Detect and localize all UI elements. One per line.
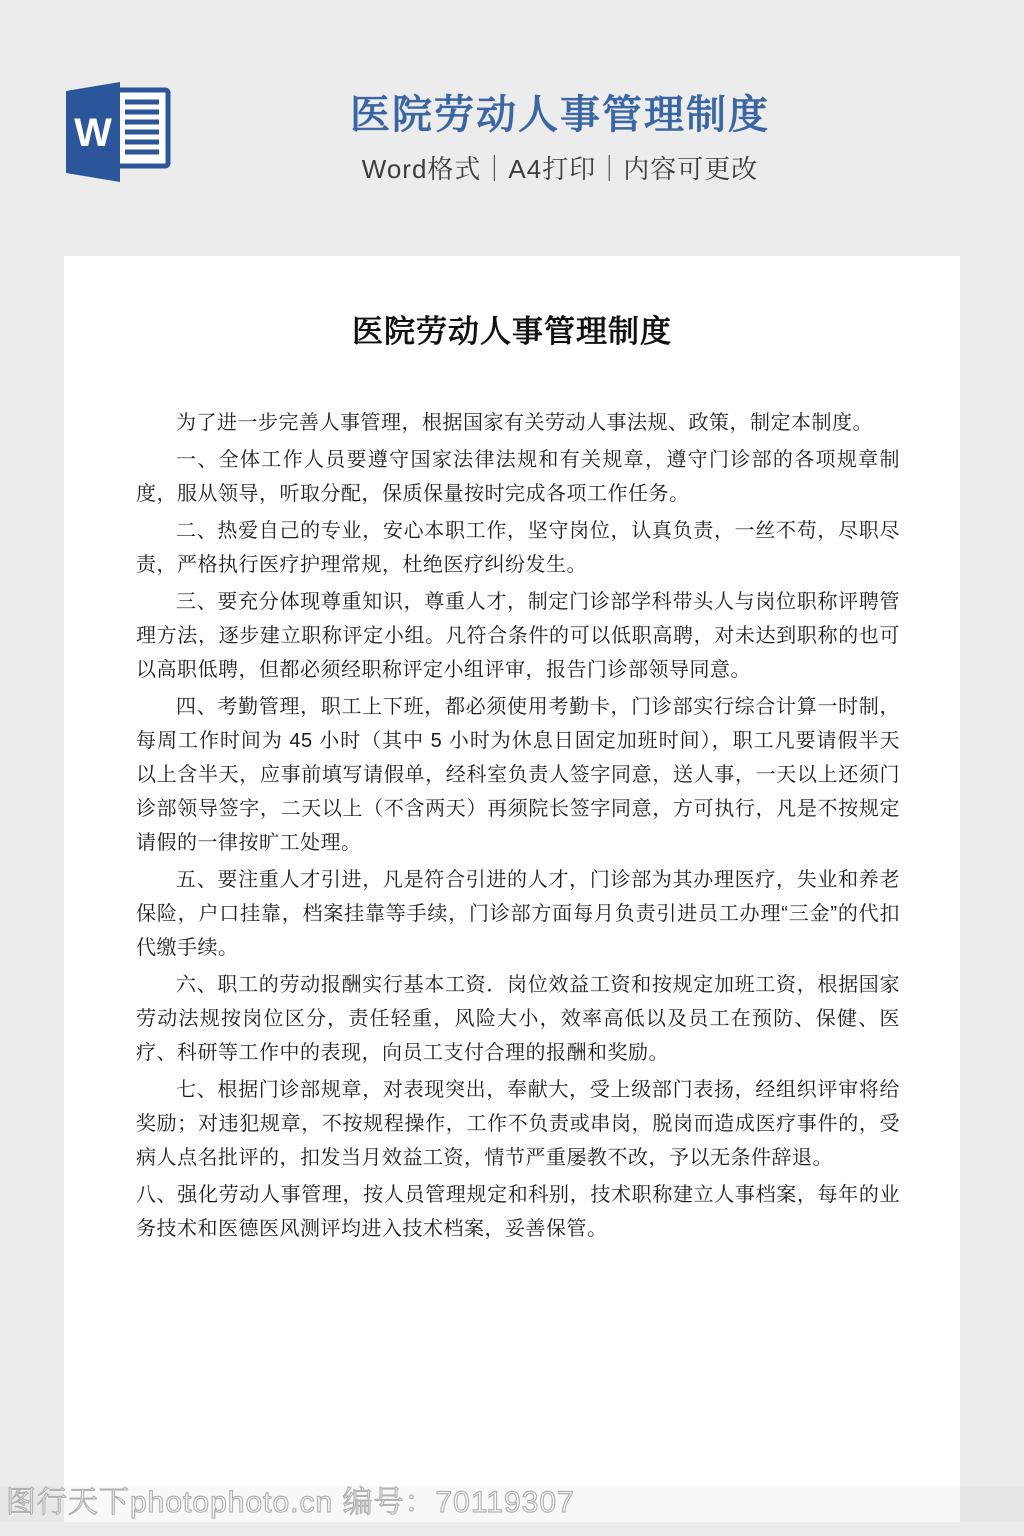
watermark-text: 图行天下photophoto.cn 编号：70119307	[6, 1486, 575, 1519]
word-letter: W	[74, 111, 112, 155]
document-body	[136, 406, 900, 1246]
document-paragraph: 六、职工的劳动报酬实行基本工资．岗位效益工资和按规定加班工资，根据国家劳动法规按岗位区分，责任轻重，风险大小，效率高低以及员工在预防、保健、医疗、科研等工作中的表现，向员工支付合理的报酬和奖励。	[136, 974, 900, 1064]
document-paragraph: 四、考勤管理，职工上下班，都必须使用考勤卡，门诊部实行综合计算一时制，每周工作时间为 45 小时（其中 5 小时为休息日固定加班时间），职工凡要请假半天以上含半天，应事前填写请假单，经科室负责人签字同意，送人事，一天以上还须门诊部领导签字，二天以上（不含两天）再须院长签字同意，方可执行，凡是不按规定请假的一律按旷工处理。	[136, 696, 900, 854]
template-subtitle: Word格式｜A4打印｜内容可更改	[361, 154, 759, 184]
document-title: 医院劳动人事管理制度	[352, 314, 672, 349]
document-paragraph: 二、热爱自己的专业，安心本职工作，坚守岗位，认真负责，一丝不苟，尽职尽责，严格执行医疗护理常规，杜绝医疗纠纷发生。	[136, 520, 900, 576]
document-paragraph: 三、要充分体现尊重知识，尊重人才，制定门诊部学科带头人与岗位职称评聘管理方法，逐步建立职称评定小组。凡符合条件的可以低职高聘，对未达到职称的也可以高职低聘，但都必须经职称评定小组评审，报告门诊部领导同意。	[136, 591, 900, 681]
template-title: 医院劳动人事管理制度	[350, 93, 770, 137]
document-paragraph: 一、全体工作人员要遵守国家法律法规和有关规章，遵守门诊部的各项规章制度，服从领导，听取分配，保质保量按时完成各项工作任务。	[136, 449, 900, 505]
document-paragraph: 七、根据门诊部规章，对表现突出，奉献大，受上级部门表扬，经组织评审将给奖励；对违犯规章，不按规程操作，工作不负责或串岗，脱岗而造成医疗事件的，受病人点名批评的，扣发当月效益工资，情节严重屡教不改，予以无条件辞退。	[136, 1079, 900, 1169]
word-file-icon	[62, 82, 174, 182]
document-paragraph: 五、要注重人才引进，凡是符合引进的人才，门诊部为其办理医疗，失业和养老保险，户口挂靠，档案挂靠等手续，门诊部方面每月负责引进员工办理“三金”的代扣代缴手续。	[136, 869, 900, 959]
document-paragraph: 八、强化劳动人事管理，按人员管理规定和科别，技术职称建立人事档案，每年的业务技术和医德医风测评均进入技术档案，妥善保管。	[136, 1184, 900, 1240]
header-text-block	[200, 92, 920, 184]
document-paragraph: 为了进一步完善人事管理，根据国家有关劳动人事法规、政策，制定本制度。	[176, 412, 873, 434]
template-header	[0, 0, 1024, 256]
document-page	[64, 256, 960, 1522]
